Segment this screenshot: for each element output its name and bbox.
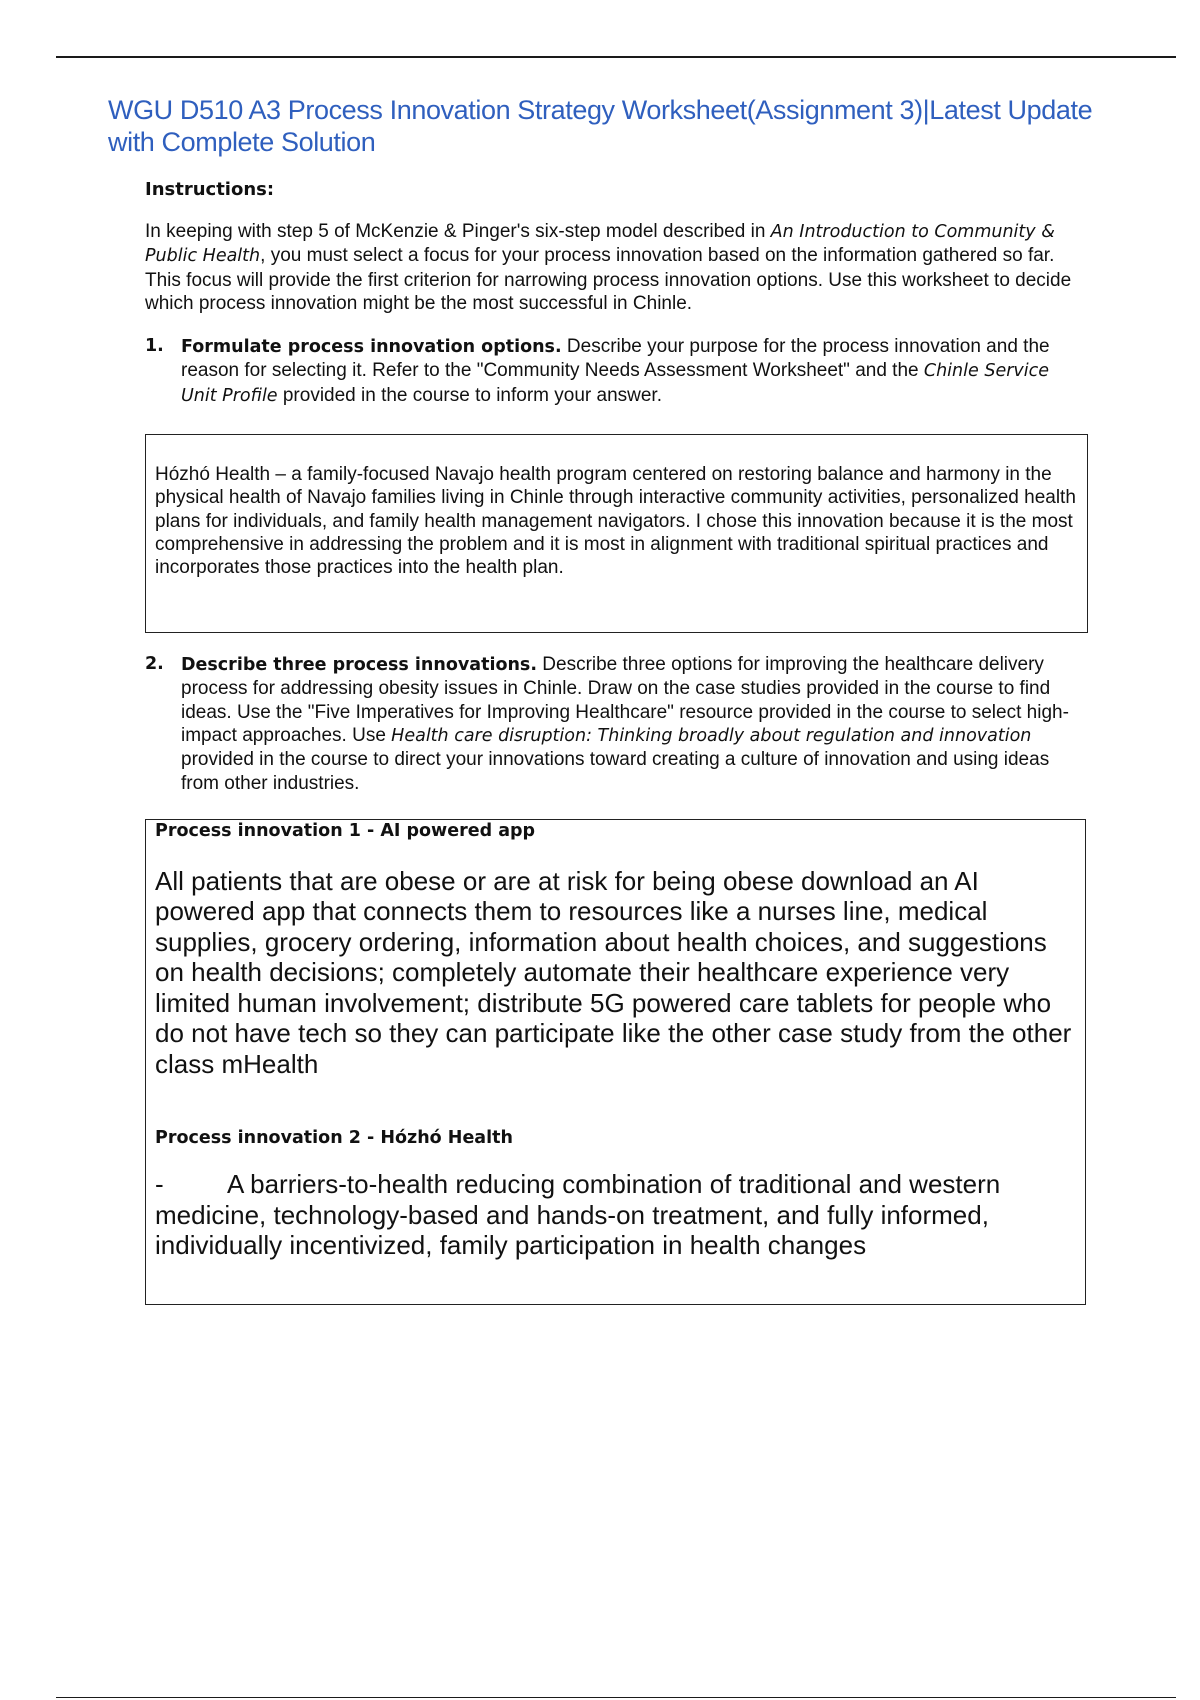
question-1-italic: Chinle Service Unit Profile <box>181 361 1050 406</box>
instructions-text-b: , you must select a focus for your process innovation based on the information gathered so far. This focus will provide the first criterion for narrowing process innovation options. Use this worksheet to decide which process innovation might be the most successful in Chinle. <box>145 245 1072 314</box>
question-2-italic: Health care disruption: Thinking broadly about regulation and innovation <box>391 725 1032 746</box>
innovation-2-paragraph <box>155 1169 1075 1261</box>
innovation-1-text: All patients that are obese or are at risk for being obese download an AI powered app that connects them to resources like a nurses line, medical supplies, grocery ordering, information about health choices, and suggestions on health decisions; completely automate their healthcare experience very limited human involvement; distribute 5G powered care tablets for people who do not have tech so they can participate like the other case study from the other class mHealth <box>155 865 1072 1079</box>
top-rule <box>56 56 1176 58</box>
instructions-heading: Instructions: <box>145 179 275 200</box>
answer-box-2 <box>145 819 1086 1305</box>
question-1-text-a: Describe your purpose for the process innovation and the reason for selecting it. Refer to the "Community Needs Assessment Worksheet" and the <box>181 336 1050 382</box>
question-2-number: 2. <box>145 654 164 675</box>
worksheet-content <box>145 178 1080 1305</box>
question-2-text-a: Describe three options for improving the healthcare delivery process for addressing obesity issues in Chinle. Draw on the case studies provided in the course to find ideas. Use the "Five Imperatives for Improving Healthcare" resource provided in the course to select high-impact approaches. Use <box>181 654 1069 746</box>
answer-box-1 <box>145 434 1088 633</box>
bottom-rule <box>56 1697 1176 1698</box>
question-2-text-b: provided in the course to direct your innovations toward creating a culture of innovation and using ideas from other industries. <box>181 749 1050 794</box>
innovation-2-heading: Process innovation 2 - Hózhó Health <box>155 1128 513 1149</box>
question-1-lead: Formulate process innovation options. <box>181 337 562 358</box>
instructions-book-title: An Introduction to Community & Public Health <box>145 222 1055 267</box>
instructions-paragraph <box>145 220 1080 315</box>
question-2-lead: Describe three process innovations. <box>181 655 537 676</box>
question-2 <box>145 653 1080 795</box>
question-1-number: 1. <box>145 336 164 357</box>
answer-1-text: Hózhó Health – a family-focused Navajo health program centered on restoring balance and harmony in the physical health of Navajo families living in Chinle through interactive community activities, personalized health plans for individuals, and family health management navigators. I chose this innovation because it is the most comprehensive in addressing the problem and it is most in alignment with traditional spiritual practices and incorporates those practices into the health plan. <box>155 464 1076 579</box>
innovation-2-text: A barriers-to-health reducing combination of traditional and western medicine, technology-based and hands-on treatment, and fully informed, individually incentivized, family participation in health changes <box>155 1169 1001 1261</box>
innovation-2-bullet: - <box>155 1169 164 1200</box>
instructions-text-a: In keeping with step 5 of McKenzie & Pinger's six-step model described in <box>145 221 771 242</box>
question-1-text-b: provided in the course to inform your answer. <box>277 384 662 406</box>
question-1 <box>145 335 1080 408</box>
document-title: WGU D510 A3 Process Innovation Strategy Worksheet(Assignment 3)|Latest Update with Complete Solution <box>108 95 1093 157</box>
innovation-1-heading: Process innovation 1 - AI powered app <box>155 820 536 841</box>
